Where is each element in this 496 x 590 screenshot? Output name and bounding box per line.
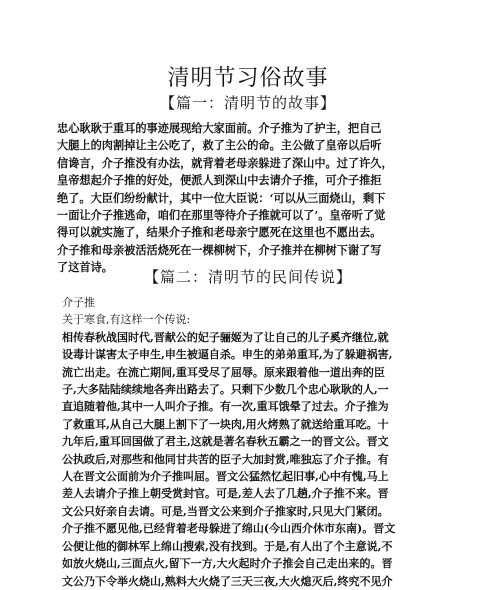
section2-body — [62, 294, 447, 590]
section2-line: 设毒计谋害太子申生,申生被逼自杀。申生的弟弟重耳,为了躲避祸害, — [62, 348, 393, 362]
section2-line: 子,大多陆陆续续地各奔出路去了。只剩下少数几个忠心耿耿的人,一 — [62, 383, 389, 397]
section2-line: 九年后,重耳回国做了君主,这就是著名春秋五霸之一的晋文公。晋文 — [62, 435, 389, 449]
section1-line: 介子推和母亲被活活烧死在一棵柳树下，介子推并在柳树下谢了写 — [57, 242, 382, 257]
section1-line: 皇帝想起介子推的好处，便派人到深山中去请介子推，可介子推拒 — [57, 173, 382, 188]
section1-heading: 【篇一：清明节的故事】 — [159, 94, 336, 112]
section2-line: 人在晋文公面前为介子推叫屈。晋文公猛然忆起旧事,心中有愧,马上 — [62, 470, 389, 484]
section1-body — [57, 120, 447, 277]
section1-line: 了这首诗。 — [57, 260, 113, 275]
section1-line: 信谗言，介子推没有办法，就背着老母亲躲进了深山中。过了许久， — [57, 155, 393, 170]
section2-line: 流亡出走。在流亡期间,重耳受尽了屈辱。原来跟着他一道出奔的臣 — [62, 365, 385, 379]
section2-subtitle: 介子推 — [62, 296, 95, 309]
section2-heading: 【篇二：清明节的民间传说】 — [143, 268, 352, 286]
section2-line: 如放火烧山,三面点火,留下一方,大火起时介子推会自己走出来的。晋 — [62, 557, 393, 571]
section1-line: 忠心耿耿于重耳的事迹展现给大家面前。介子推为了护主，把自己 — [57, 121, 382, 135]
section1-line: 得可以就实施了，结果介子推和老母亲宁愿死在这里也不愿出去。 — [57, 225, 382, 240]
section2-line: 文公只好亲自去请。可是,当晋文公来到介子推家时,只见大门紧闭。 — [62, 504, 389, 518]
section2-line: 文公乃下令举火烧山,熟料大火烧了三天三夜,大火熄灭后,终究不见介 — [62, 574, 393, 588]
page-title: 清明节习俗故事 — [167, 66, 329, 91]
section2-line: 差人去请介子推上朝受赏封官。可是,差人去了几趟,介子推不来。晋 — [62, 487, 389, 501]
section2-line: 公执政后,对那些和他同甘共苦的臣子大加封赏,唯独忘了介子推。有 — [62, 452, 389, 466]
section1-line: 大腿上的肉割掉让主公吃了，救了主公的命。主公做了皇帝以后听 — [57, 138, 382, 153]
section2-line: 直追随着他,其中一人叫介子推。有一次,重耳饿晕了过去。介子推为 — [62, 400, 389, 414]
section2-line: 相传春秋战国时代,晋献公的妃子骊姬为了让自己的儿子奚齐继位,就 — [62, 330, 389, 344]
section2-line: 公便让他的御林军上绵山搜索,没有找到。于是,有人出了个主意说,不 — [62, 539, 393, 553]
section2-intro: 关于寒食,有这样一个传说: — [62, 313, 191, 327]
section1-line: 绝了。大臣们纷纷献计，其中一位大臣说：‘可以从三面烧山，剩下 — [57, 190, 386, 205]
section2-line: 介子推不愿见他,已经背着老母躲进了绵山(今山西介休市东南)。晋文 — [62, 522, 396, 536]
section1-line: 一面让介子推逃命，咱们在那里等待介子推就可以了’。皇帝听了觉 — [57, 208, 386, 223]
section2-line: 了救重耳,从自己大腿上割下了一块肉,用火烤熟了就送给重耳吃。十 — [62, 417, 389, 431]
